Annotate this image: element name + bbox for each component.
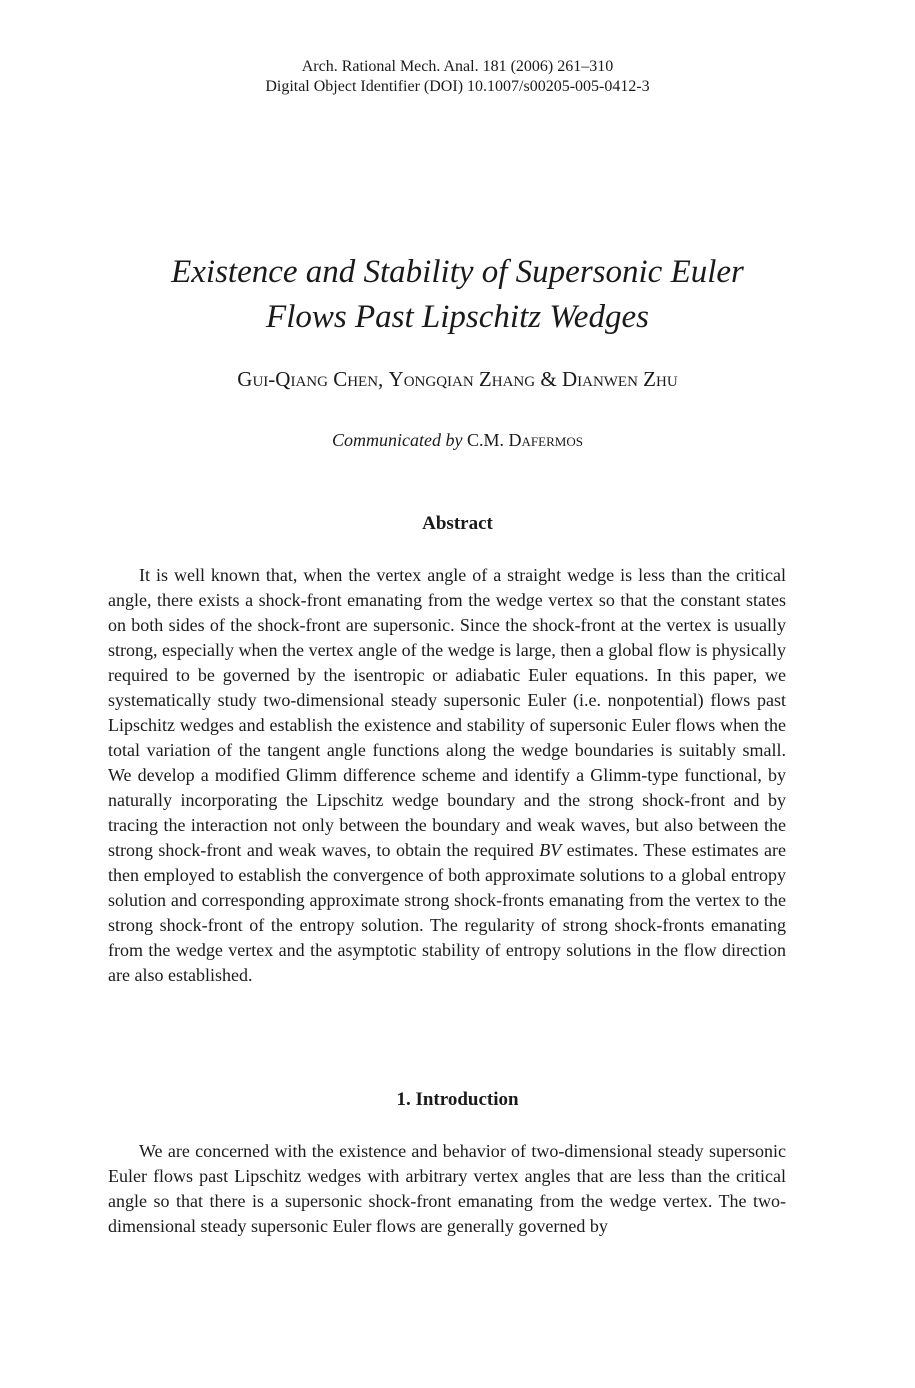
title-line-2: Flows Past Lipschitz Wedges [266, 299, 649, 335]
author-name: Yongqian Zhang [388, 367, 536, 391]
abstract-text-part-2: estimates. These estimates are then employed to establish the convergence of both approximate solutions to a global entropy solution and corresponding approximate strong shock-fronts emanating from the vertex to the strong shock-front of the entropy solution. The regularity of strong shock-fronts emanating from the wedge vertex and the asymptotic stability of entropy solutions in the flow direction are also established. [108, 840, 787, 985]
author-name: Gui-Qiang Chen [237, 367, 379, 391]
section-heading-introduction: 1. Introduction [396, 1089, 519, 1110]
author-list [0, 365, 915, 393]
communicated-by [0, 428, 915, 452]
doi-line: Digital Object Identifier (DOI) 10.1007/s00205-005-0412-3 [265, 78, 650, 95]
communicated-prefix: Communicated by [332, 430, 463, 450]
abstract-heading: Abstract [422, 513, 493, 534]
bv-symbol: BV [539, 840, 562, 860]
journal-citation: Arch. Rational Mech. Anal. 181 (2006) 261–310 [301, 58, 614, 75]
editor-name: C.M. Dafermos [467, 430, 583, 450]
journal-header [0, 57, 915, 97]
author-name: Dianwen Zhu [561, 367, 678, 391]
paper-title [60, 250, 855, 340]
title-line-1: Existence and Stability of Supersonic Euler [171, 254, 744, 290]
abstract-text [108, 563, 786, 988]
introduction-text: We are concerned with the existence and behavior of two-dimensional steady supersonic Euler flows past Lipschitz wedges with arbitrary vertex angles that are less than the critical angle so that there is a supersonic shock-front emanating from the wedge vertex. The two-dimensional steady supersonic Euler flows are generally governed by [108, 1141, 786, 1236]
author-separator: & [535, 367, 562, 391]
abstract-text-part-1: It is well known that, when the vertex angle of a straight wedge is less than the critical angle, there exists a shock-front emanating from the wedge vertex so that the constant states on both sides of the shock-front are supersonic. Since the shock-front at the vertex is usually strong, especially when the vertex angle of the wedge is large, then a global flow is physically required to be governed by the isentropic or adiabatic Euler equations. In this paper, we systematically study two-dimensional steady supersonic Euler (i.e. nonpotential) flows past Lipschitz wedges and establish the existence and stability of supersonic Euler flows when the total variation of the tangent angle functions along the wedge boundaries is suitably small. We develop a modified Glimm difference scheme and identify a Glimm-type functional, by naturally incorporating the Lipschitz wedge boundary and the strong shock-front and by tracing the interaction not only between the boundary and weak waves, but also between the strong shock-front and weak waves, to obtain the required [108, 565, 786, 860]
author-separator: , [378, 367, 389, 391]
